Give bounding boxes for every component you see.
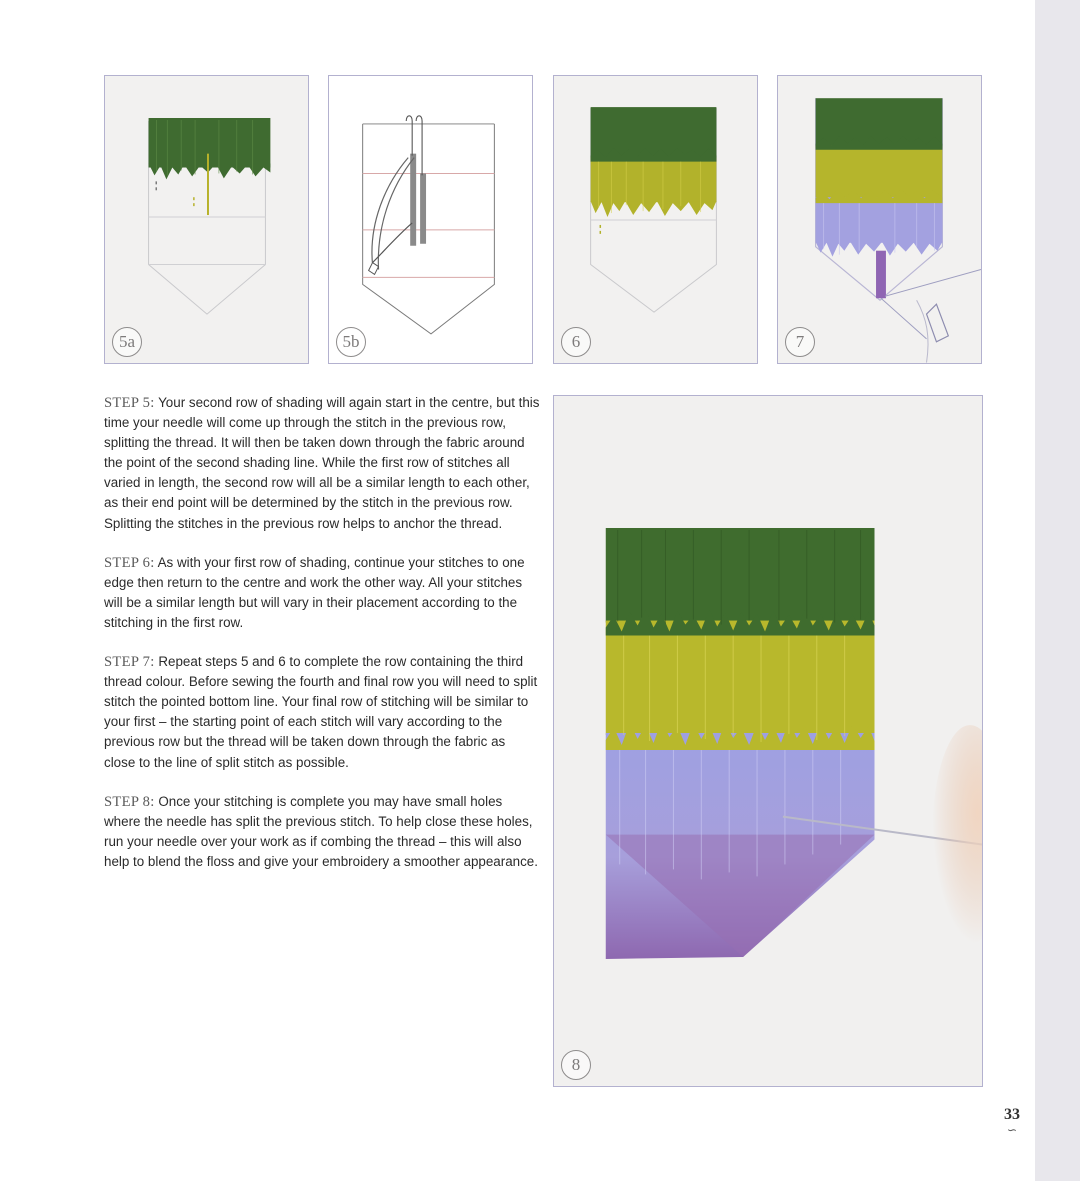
- figure-7-photo: [777, 75, 982, 364]
- step-7-text: Repeat steps 5 and 6 to complete the row containing the third thread colour. Before sewing the fourth and final row you will need to split stitch the pointed bottom line. Your final row of stitching will be similar to your first – the starting point of each stitch will vary according to the previous row but the thread will be taken down through the fabric as close to the line of split stitch as possible.: [104, 654, 538, 770]
- figure-5b-illustration: [329, 76, 532, 363]
- step-8-label: STEP 8:: [104, 793, 155, 810]
- figure-8-number-badge: 8: [561, 1050, 591, 1080]
- figure-6-illustration: [554, 76, 757, 363]
- figure-8-illustration: [554, 396, 982, 1086]
- figure-5b-number-badge: 5b: [336, 327, 366, 357]
- figure-6-photo: [553, 75, 758, 364]
- step-8-paragraph: [104, 792, 540, 872]
- figure-7-number-badge: 7: [785, 327, 815, 357]
- step-5-label: STEP 5:: [104, 395, 155, 411]
- figure-5b-diagram: [328, 75, 533, 364]
- step-7-paragraph: [104, 652, 540, 773]
- page-margin-strip: [1035, 0, 1080, 1181]
- step-5-paragraph: [104, 393, 540, 534]
- figure-7-illustration: [778, 76, 981, 363]
- page-ornament-icon: ∽: [1006, 1123, 1018, 1137]
- page-number: 33: [1004, 1106, 1020, 1123]
- instructions-column: [104, 393, 540, 891]
- figure-5a-number-badge: 5a: [112, 327, 142, 357]
- step-5-text: Your second row of shading will again start in the centre, but this time your needle will come up through the stitch in the previous row, splitting the thread. It will then be taken down through the fabric around the point of the second shading line. While the first row of stitches all varied in length, the second row will all be a similar length to each other, as their end point will be determined by the stitch in the previous row. Splitting the stitches in the previous row helps to anchor the thread.: [104, 395, 540, 531]
- step-6-text: As with your first row of shading, continue your stitches to one edge then return to the centre and work the other way. All your stitches will be a similar length but will vary in their placement according to the stitching in the first row.: [104, 554, 525, 630]
- figure-6-number-badge: 6: [561, 327, 591, 357]
- step-6-label: STEP 6:: [104, 554, 155, 571]
- figure-5a-illustration: [105, 76, 308, 363]
- step-8-text: Once your stitching is complete you may have small holes where the needle has split the previous stitch. To help close these holes, run your needle over your work as if combing the thread – this will also help to blend the floss and give your embroidery a smoother appearance.: [104, 793, 538, 869]
- figure-8-photo: [553, 395, 983, 1087]
- figure-5a-photo: [104, 75, 309, 364]
- step-7-label: STEP 7:: [104, 654, 155, 671]
- step-6-paragraph: [104, 553, 540, 633]
